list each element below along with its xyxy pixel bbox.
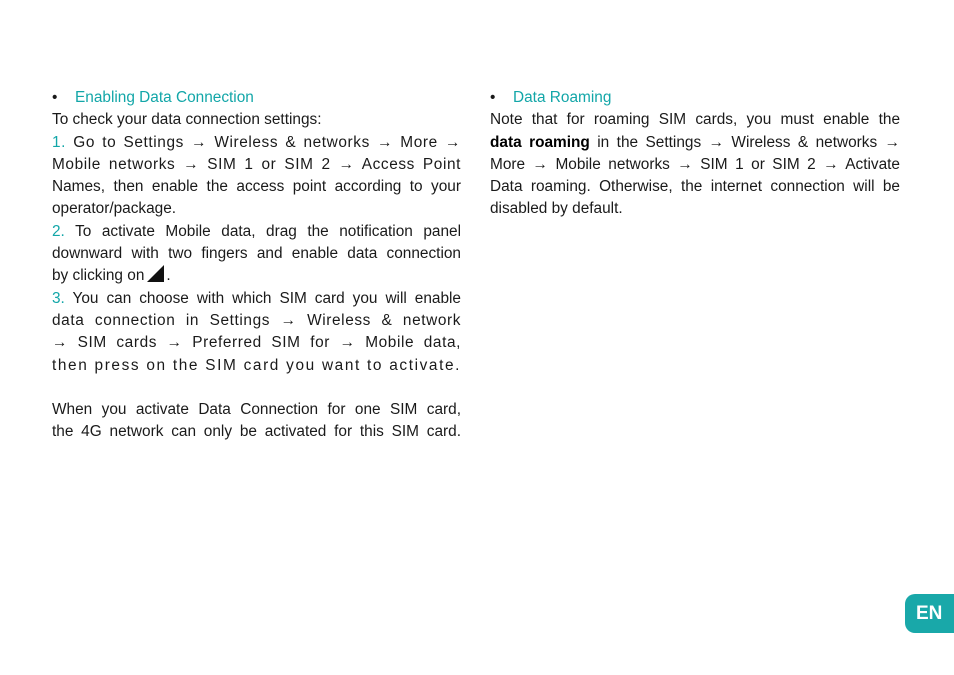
step-number: 3. <box>52 289 65 307</box>
step-line: Go to Settings → Wireless & networks → More → <box>66 133 461 151</box>
intro-text: To check your data connection settings: <box>52 111 322 129</box>
heading-text: Enabling Data Connection <box>75 89 254 106</box>
roaming-line: More → Mobile networks → SIM 1 or SIM 2 → Activate <box>490 155 900 173</box>
step-line: then press on the SIM card you want to activate. <box>52 356 461 374</box>
step-line: → SIM cards → Preferred SIM for → Mobile data, <box>52 334 461 352</box>
step-line: To activate Mobile data, drag the notification panel <box>64 222 461 240</box>
roaming-line: Note that for roaming SIM cards, you must enable the <box>490 111 900 129</box>
spacer <box>52 377 461 399</box>
step-line: Names, then enable the access point according to your <box>52 178 461 196</box>
step-line: You can choose with which SIM card you will enable <box>64 289 461 307</box>
note-line: the 4G network can only be activated for this SIM card. <box>52 423 461 441</box>
step-number: 1. <box>52 133 67 151</box>
step-3 <box>52 288 461 377</box>
roaming-line: disabled by default. <box>490 200 623 218</box>
signal-strength-icon[interactable] <box>147 265 164 282</box>
step-line: by clicking on <box>52 267 145 285</box>
section-heading-data-connection <box>52 87 461 109</box>
left-column <box>52 87 461 444</box>
step-line: operator/package. <box>52 200 177 218</box>
right-column <box>490 87 900 221</box>
bullet: • <box>490 89 496 106</box>
roaming-bold-term: data roaming <box>490 133 590 151</box>
language-tab: EN <box>905 594 954 633</box>
step-number: 2. <box>52 222 65 240</box>
bullet: • <box>52 89 58 106</box>
roaming-line: in the Settings → Wireless & networks → <box>589 133 900 151</box>
step-2 <box>52 221 461 288</box>
roaming-line: Data roaming. Otherwise, the internet connection will be <box>490 178 900 196</box>
step-1 <box>52 132 461 221</box>
step-line: downward with two fingers and enable data connection <box>52 245 461 263</box>
heading-text: Data Roaming <box>513 89 612 106</box>
step-line-end: . <box>166 267 171 285</box>
note <box>52 399 461 444</box>
note-line: When you activate Data Connection for one SIM card, <box>52 401 461 419</box>
step-line: Mobile networks → SIM 1 or SIM 2 → Access Point <box>52 155 461 173</box>
step-line: data connection in Settings → Wireless & network <box>52 311 461 329</box>
section-heading-data-roaming <box>490 87 900 109</box>
